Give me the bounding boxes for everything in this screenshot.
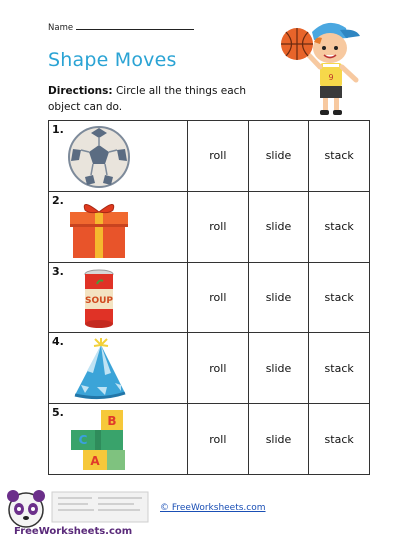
option-slide[interactable]: slide	[248, 262, 309, 333]
name-line[interactable]	[76, 22, 194, 30]
table-row	[49, 333, 370, 404]
option-stack[interactable]: stack	[309, 404, 370, 475]
block-letter-c: C	[78, 433, 88, 448]
row-number: 3.	[52, 264, 64, 278]
table-row	[49, 191, 370, 262]
directions	[48, 83, 280, 115]
logo-text: FreeWorksheets.com	[14, 526, 133, 536]
option-stack[interactable]: stack	[309, 262, 370, 333]
table-row	[49, 404, 370, 475]
freeworksheets-link[interactable]: © FreeWorksheets.com	[160, 503, 266, 513]
block-letter-a: A	[90, 454, 100, 469]
name-label: Name	[48, 23, 74, 33]
object-cell	[49, 121, 188, 192]
option-roll[interactable]: roll	[188, 191, 249, 262]
alphabet-blocks-icon	[67, 408, 131, 472]
option-roll[interactable]: roll	[188, 262, 249, 333]
option-slide[interactable]: slide	[248, 121, 309, 192]
soccer-ball-icon	[67, 125, 131, 189]
option-roll[interactable]: roll	[188, 404, 249, 475]
soup-can-icon	[67, 267, 131, 331]
directions-text: Circle all the things each object can do.	[48, 85, 247, 113]
soup-can-label: SOUP	[84, 295, 114, 306]
boy-with-basketball-illustration	[276, 14, 364, 118]
option-slide[interactable]: slide	[248, 333, 309, 404]
object-cell	[49, 191, 188, 262]
gift-box-icon	[67, 196, 131, 260]
block-letter-b: B	[107, 414, 117, 429]
row-number: 4.	[52, 335, 64, 349]
name-field	[48, 22, 194, 33]
option-slide[interactable]: slide	[248, 191, 309, 262]
worksheet-title: Shape Moves	[48, 49, 177, 71]
row-number: 2.	[52, 193, 64, 207]
party-hat-icon	[67, 337, 131, 401]
row-number: 5.	[52, 406, 64, 420]
option-stack[interactable]: stack	[309, 333, 370, 404]
directions-label: Directions:	[48, 85, 113, 97]
svg-text:9: 9	[328, 73, 334, 82]
option-slide[interactable]: slide	[248, 404, 309, 475]
object-cell	[49, 404, 188, 475]
option-stack[interactable]: stack	[309, 191, 370, 262]
option-roll[interactable]: roll	[188, 333, 249, 404]
table-row	[49, 262, 370, 333]
row-number: 1.	[52, 123, 64, 136]
object-cell	[49, 262, 188, 333]
option-stack[interactable]: stack	[309, 121, 370, 192]
object-cell	[49, 333, 188, 404]
worksheet-table	[48, 120, 370, 475]
table-row	[49, 121, 370, 192]
freeworksheets-logo	[2, 488, 152, 536]
option-roll[interactable]: roll	[188, 121, 249, 192]
